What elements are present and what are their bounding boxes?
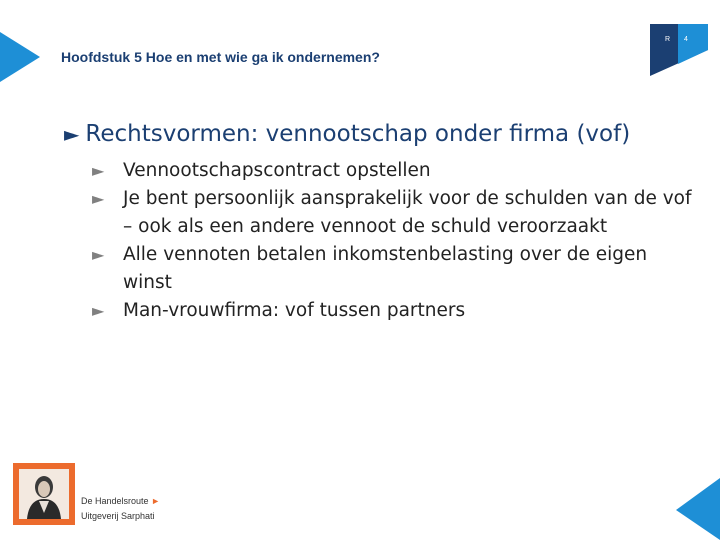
corner-triangle-shape [676, 478, 720, 540]
bullet-arrow-icon: ► [92, 245, 105, 264]
bullet-arrow-icon: ► [92, 161, 105, 180]
portrait-icon [19, 469, 69, 519]
publisher-logo [13, 463, 75, 525]
chapter-title: Hoofdstuk 5 Hoe en met wie ga ik ondernemen? [61, 49, 380, 65]
bullet-item [92, 297, 692, 325]
bullet-item [92, 157, 692, 185]
chapter-badge [648, 24, 712, 76]
badge-shape [648, 24, 712, 76]
heading-arrow-icon: ► [64, 122, 80, 146]
bullet-list [92, 157, 692, 325]
bullet-text: Je bent persoonlijk aansprakelijk voor de schulden van de vof – ook als een andere vennoot de schuld veroorzaakt [123, 188, 692, 237]
bullet-text: Vennootschapscontract opstellen [123, 160, 431, 181]
bullet-arrow-icon: ► [92, 189, 105, 208]
slide-heading [64, 121, 630, 147]
portrait-image [19, 469, 69, 519]
badge-number: 4 [684, 36, 688, 43]
bullet-arrow-icon: ► [92, 301, 105, 320]
bullet-text: Man-vrouwfirma: vof tussen partners [123, 300, 466, 321]
badge-letter: R [665, 36, 671, 43]
logo-line-2: Uitgeverij Sarphati [81, 511, 155, 521]
publisher-name [81, 494, 160, 524]
bullet-item [92, 241, 692, 297]
left-flag-shape [0, 32, 40, 82]
bullet-item [92, 185, 692, 241]
bullet-text: Alle vennoten betalen inkomstenbelasting over de eigen winst [123, 244, 648, 293]
heading-text: Rechtsvormen: vennootschap onder firma (vof) [85, 121, 631, 147]
logo-arrow-icon: ► [151, 496, 160, 506]
logo-line-1: De Handelsroute [81, 496, 149, 506]
